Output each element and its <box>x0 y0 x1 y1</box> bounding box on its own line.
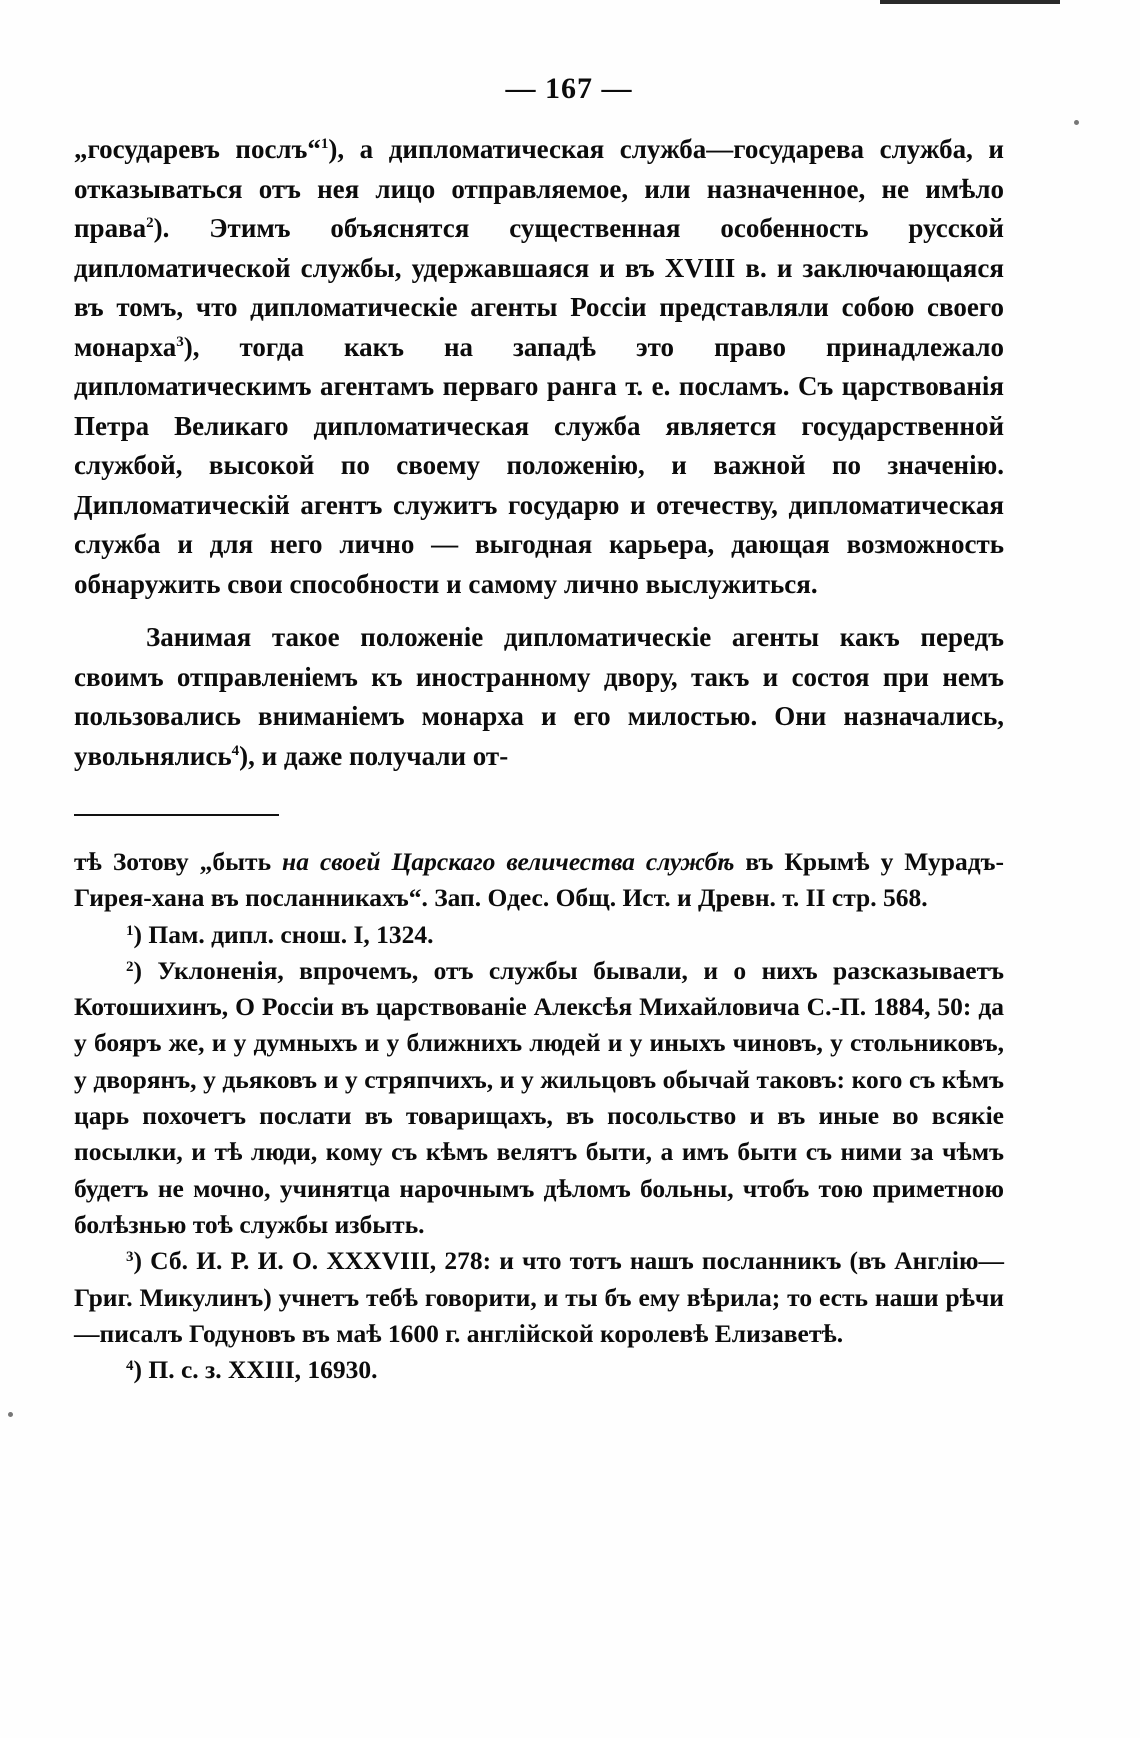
footnote-ref[interactable]: 4 <box>231 742 240 759</box>
paragraph-2: Занимая такое положеніе дипломатическіе агенты какъ передъ своимъ отправленіемъ къ иностранному двору, такъ и состоя при немъ пользовались вниманіемъ монарха и его милостью. Они назначались, увольнялись$^4$), и даже получали от- <box>74 622 1004 771</box>
footnote-ref[interactable]: 3 <box>176 333 184 350</box>
paragraph-1: „государевъ послъ“$^1$), а дипломатическая служба—государева служба, и отказываться отъ нея лицо отправляемое, или назначенное, не имѣло права$^2$). Этимъ объяснятся существенная особенность русской дипломатической службы, удержавшаяся и въ XVIII в. и заключающаяся въ томъ, что дипломатическіе агенты Россіи представляли собою своего монарха$^3$), тогда какъ на западѣ это право принадлежало дипломатическимъ агентамъ перваго ранга т. е. посламъ. Съ царствованія Петра Великаго дипломатическая служба является государственной службой, высокой по своему положенію, и важной по значенію. Дипломатическій агентъ служитъ государю и отечеству, дипломатическая служба и для него лично — выгодная карьера, дающая возможность обнаружить свои способности и самому лично выслужиться. <box>74 134 1004 599</box>
main-text <box>74 130 1004 776</box>
scan-speck <box>8 1412 13 1417</box>
footnote-1: $^1$) Пам. дипл. снош. I, 1324. <box>126 919 434 949</box>
footnote-ref[interactable]: 2 <box>146 215 154 231</box>
footnote-continuation: тѣ Зотову „быть на своей Царскаго величества службѣ въ Крымѣ у Мурадъ-Гирея-хана въ посланникахъ“. Зап. Одес. Общ. Ист. и Древн. т. II стр. 568. <box>74 847 1004 913</box>
book-page <box>74 72 1004 1388</box>
top-edge-rule <box>880 0 1060 4</box>
footnote-2: $^2$) Уклоненія, впрочемъ, отъ службы бывали, и о нихъ разсказываетъ Котошихинъ, О Россіи въ царствованіе Алексѣя Михайловича С.-П. 1884, 50: да у бояръ же, и у думныхъ и у ближнихъ людей и у иныхъ чиновъ, у стольниковъ, у дворянъ, у дьяковъ и у стряпчихъ, и у жильцовъ обычай таковъ: кого съ кѣмъ царь похочетъ послати въ товарищахъ, въ посольство и въ иные во всякіе посылки, и тѣ люди, кому съ кѣмъ велятъ быти, а имъ быти съ ними за чѣмъ будетъ не мочно, учинятца нарочнымъ дѣломъ больны, чтобъ тою приметною болѣзнью тоѣ службы избыть. <box>74 955 1004 1239</box>
footnote-separator <box>74 814 279 816</box>
footnote-ref[interactable]: 1 <box>320 136 329 152</box>
footnotes <box>74 844 1004 1388</box>
scan-speck <box>1074 120 1079 125</box>
footnote-3: $^3$) Сб. И. Р. И. О. XXXVIII, 278: и что тотъ нашъ посланникъ (въ Англію—Григ. Микулинъ) учнетъ тебѣ говорити, и ты бъ ему вѣрила; то есть наши рѣчи—писалъ Годуновъ въ маѣ 1600 г. англійской королевѣ Елизаветѣ. <box>74 1246 1004 1348</box>
footnote-4: $^4$) П. с. з. XXIII, 16930. <box>126 1355 378 1385</box>
page-number: — 167 — <box>505 72 633 105</box>
